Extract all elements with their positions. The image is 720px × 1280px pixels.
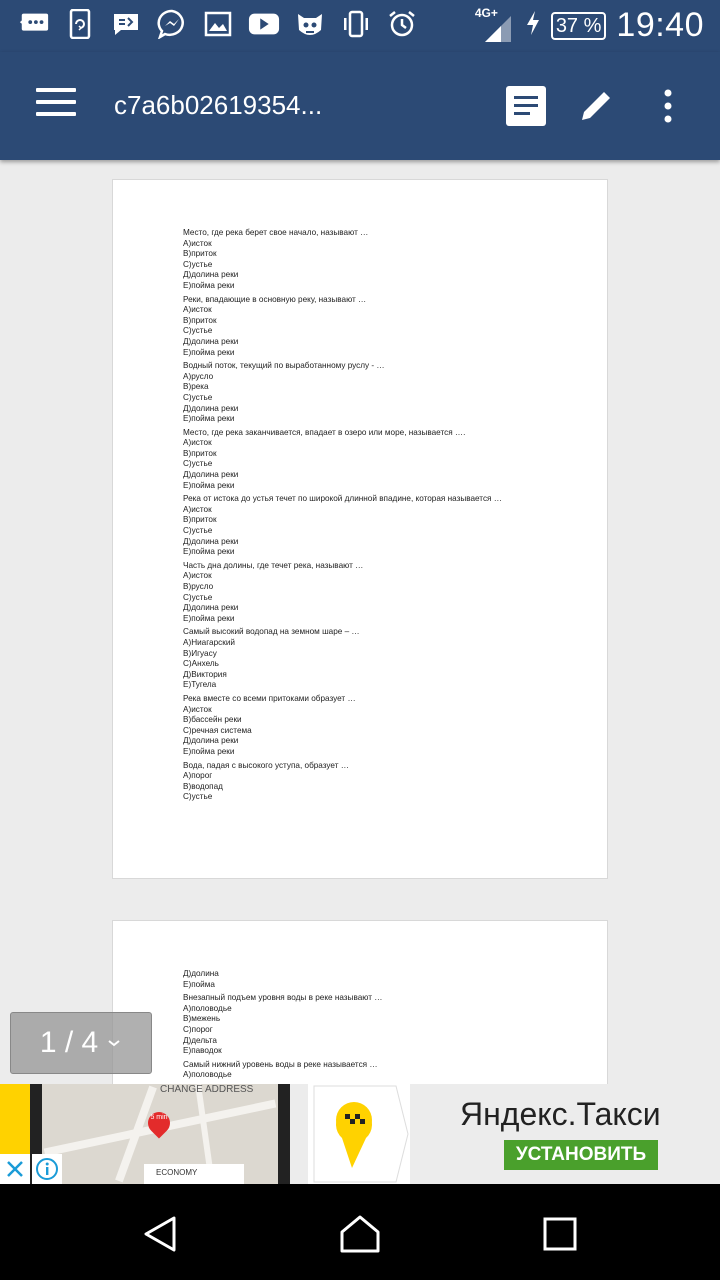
menu-icon xyxy=(36,88,76,116)
answer-option: А)исток xyxy=(183,704,212,714)
status-bar xyxy=(0,0,720,52)
answer-option: С)устье xyxy=(183,259,213,269)
answer-option: С)Анхель xyxy=(183,659,219,669)
clock: 19:40 xyxy=(616,6,704,44)
answer-option: Е)паводок xyxy=(183,1046,222,1056)
answer-option: А)Ниагарский xyxy=(183,637,235,647)
question-line: Водный поток, текущий по выработанному руслу - … xyxy=(183,361,385,371)
answer-option: Е)пойма xyxy=(183,979,215,989)
menu-button[interactable] xyxy=(36,88,76,118)
answer-option: Е)пойма реки xyxy=(183,347,235,357)
answer-option: В)бассейн реки xyxy=(183,715,242,725)
answer-option: В)Игуасу xyxy=(183,648,217,658)
message-icon xyxy=(110,8,142,40)
question-line: Вода, падая с высокого уступа, образует … xyxy=(183,760,349,770)
page-1-text xyxy=(183,228,502,803)
answer-option: А)половодье xyxy=(183,1070,232,1080)
answer-option: Д)долина реки xyxy=(183,403,239,413)
document-view-button[interactable] xyxy=(500,80,552,132)
gallery-icon xyxy=(202,8,234,40)
answer-option: В)приток xyxy=(183,448,217,458)
question-line: Реки, впадающие в основную реку, называют … xyxy=(183,294,367,304)
document-page-2[interactable] xyxy=(112,920,608,1092)
answer-option: В)приток xyxy=(183,315,217,325)
answer-option: В)приток xyxy=(183,249,217,259)
answer-option: С)устье xyxy=(183,459,213,469)
alarm-icon xyxy=(386,8,418,40)
page-counter[interactable] xyxy=(10,1012,152,1074)
answer-option: А)русло xyxy=(183,371,214,381)
answer-option: С)устье xyxy=(183,392,213,402)
navigation-bar xyxy=(0,1184,720,1280)
page-2-text xyxy=(183,969,382,1081)
signal-icon xyxy=(474,5,515,44)
answer-option: А)порог xyxy=(183,771,213,781)
charging-icon xyxy=(525,10,541,41)
answer-option: А)исток xyxy=(183,305,212,315)
question-line: Внезапный подъем уровня воды в реке называют … xyxy=(183,993,383,1003)
chevron-down-icon xyxy=(106,1037,122,1049)
more-vert-icon xyxy=(662,88,674,124)
answer-option: С)устье xyxy=(183,526,213,536)
taxi-logo xyxy=(308,1084,410,1184)
answer-option: В)водопад xyxy=(183,781,223,791)
answer-option: В)русло xyxy=(183,582,214,591)
answer-option: Д)долина реки xyxy=(183,336,239,346)
answer-option: Д)дельта xyxy=(183,1035,217,1045)
answer-option: Е)пойма реки xyxy=(183,280,235,290)
answer-option: Д)Виктория xyxy=(183,669,227,679)
question-line: Место, где река заканчивается, впадает в озеро или море, называется …. xyxy=(183,427,466,437)
recents-square-icon xyxy=(542,1216,578,1252)
question-line: Самый высокий водопад на земном шаре – … xyxy=(183,627,360,637)
answer-option: Д)долина реки xyxy=(183,270,239,280)
answer-option: В)река xyxy=(183,382,209,392)
question-line: Самый нижний уровень воды в реке называется … xyxy=(183,1059,378,1069)
ad-close-button[interactable] xyxy=(0,1154,30,1184)
question-line: Река от истока до устья течет по широкой длинной впадине, которая называется … xyxy=(183,494,502,504)
answer-option: В)межень xyxy=(183,1014,221,1024)
answer-option: А)исток xyxy=(183,238,212,248)
answer-option: А)исток xyxy=(183,438,212,448)
question-line: Часть дна долины, где течет река, называют … xyxy=(183,560,364,570)
answer-option: Д)долина реки xyxy=(183,470,239,480)
answer-option: В)приток xyxy=(183,515,217,525)
ad-map-image xyxy=(42,1084,278,1184)
answer-option: Е)пойма реки xyxy=(183,414,235,424)
back-button[interactable] xyxy=(120,1204,200,1264)
answer-option: А)исток xyxy=(183,571,212,581)
economy-label: ECONOMY xyxy=(144,1164,244,1184)
ad-info-button[interactable] xyxy=(32,1154,62,1184)
map-caption: CHANGE ADDRESS xyxy=(160,1084,254,1095)
youtube-icon xyxy=(248,8,280,40)
answer-option: Е)пойма реки xyxy=(183,547,235,557)
back-triangle-icon xyxy=(140,1214,180,1254)
answer-option: С)устье xyxy=(183,792,213,802)
answer-option: А)половодье xyxy=(183,1003,232,1013)
answer-option: С)порог xyxy=(183,1024,213,1034)
document-title: c7a6b02619354... xyxy=(114,90,323,120)
cat-face-icon xyxy=(294,8,326,40)
messenger-icon xyxy=(156,8,188,40)
network-type: 4G+ xyxy=(474,5,498,20)
answer-option: С)устье xyxy=(183,326,213,336)
answer-option: Е)пойма реки xyxy=(183,746,235,756)
answer-option: Д)долина реки xyxy=(183,603,239,613)
question-line: Река вместе со всеми притоками образует … xyxy=(183,693,356,703)
edit-button[interactable] xyxy=(570,80,622,132)
home-icon xyxy=(338,1214,382,1254)
answer-option: А)исток xyxy=(183,504,212,514)
notification-icons xyxy=(18,8,418,40)
answer-option: Д)долина реки xyxy=(183,536,239,546)
answer-option: Е)пойма реки xyxy=(183,613,235,623)
recents-button[interactable] xyxy=(520,1204,600,1264)
answer-option: Е)пойма реки xyxy=(183,480,235,490)
answer-option: Д)долина реки xyxy=(183,736,239,746)
sync-icon xyxy=(64,8,96,40)
edit-pencil-icon xyxy=(576,86,616,126)
more-options-button[interactable] xyxy=(642,80,694,132)
app-bar xyxy=(0,52,720,160)
vibrate-icon xyxy=(340,8,372,40)
answer-option: Д)долина xyxy=(183,969,219,978)
answer-option: Е)Тугела xyxy=(183,680,217,690)
question-line: Место, где река берет свое начало, называют … xyxy=(183,228,369,237)
info-icon xyxy=(35,1157,59,1181)
ad-brand-title: Яндекс.Такси xyxy=(460,1096,661,1132)
page-counter-label: 1 / 4 xyxy=(39,1026,99,1059)
chat-bubble-icon xyxy=(18,8,50,40)
answer-option: С)речная система xyxy=(183,725,252,735)
answer-option: С)устье xyxy=(183,592,213,602)
document-page-1[interactable] xyxy=(112,179,608,879)
ad-banner[interactable] xyxy=(0,1084,720,1184)
home-button[interactable] xyxy=(320,1204,400,1264)
install-button[interactable]: УСТАНОВИТЬ xyxy=(504,1140,658,1170)
document-view-icon xyxy=(504,84,548,128)
battery-indicator: 37 % xyxy=(551,12,607,40)
taxi-pin-icon xyxy=(308,1084,410,1184)
map-pin-label: 5 min xyxy=(150,1114,168,1121)
close-icon xyxy=(5,1159,25,1179)
